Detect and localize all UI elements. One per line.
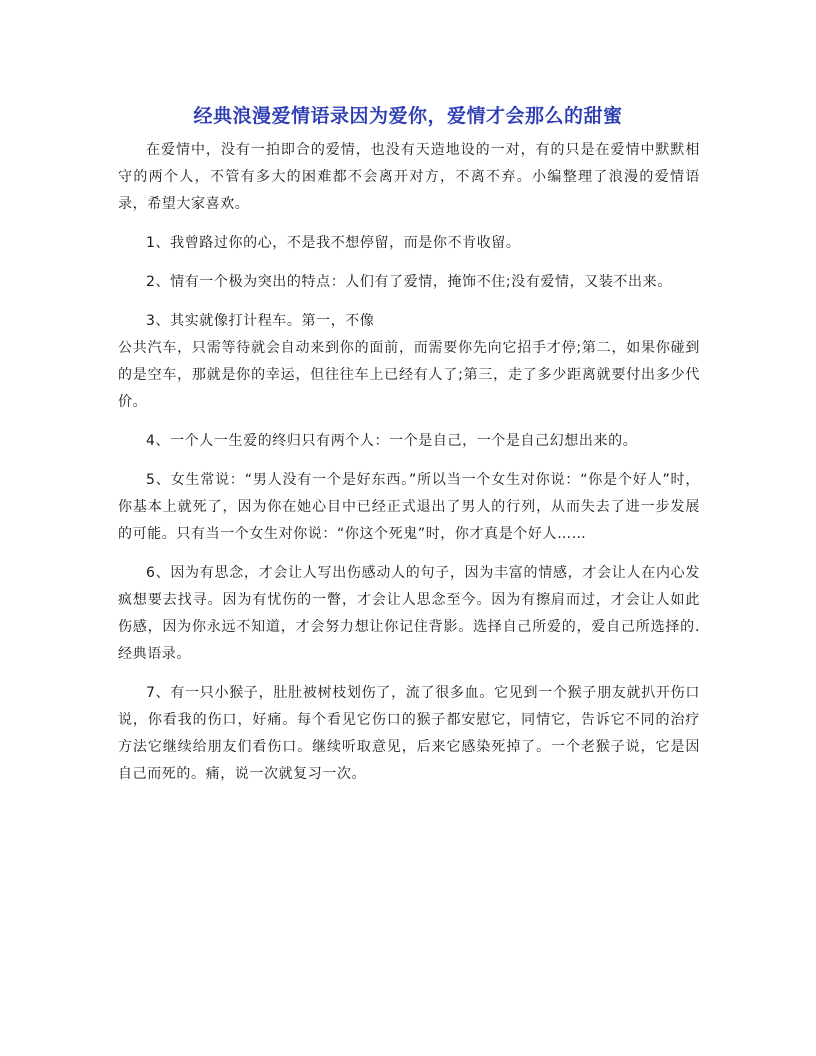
quote-4-paragraph: 4、一个人一生爱的终归只有两个人：一个是自己，一个是自己幻想出来的。 [146,433,638,449]
quote-7-paragraph: 7、有一只小猴子，肚肚被树枝划伤了，流了很多血。它见到一个猴子朋友就扒开伤口说，你看我的伤口，好痛。每个看见它伤口的猴子都安慰它，同情它，告诉它不同的治疗方法它继续给朋友们看伤口。继续听取意见，后来它感染死掉了。一个老猴子说，它是因自己而死的。痛，说一次就复习一次。 [118,685,700,782]
document-body [118,137,700,800]
quote-3-paragraph-start: 3、其实就像打计程车。第一，不像 [146,313,375,329]
quote-3-paragraph-continuation: 公共汽车，只需等待就会自动来到你的面前，而需要你先向它招手才停;第二，如果你碰到的是空车，那就是你的幸运，但往往车上已经有人了;第三，走了多少距离就要付出多少代价。 [118,340,700,410]
quote-5-paragraph: 5、女生常说：“男人没有一个是好东西。”所以当一个女生对你说：“你是个好人”时，你基本上就死了，因为你在她心目中已经正式退出了男人的行列，从而失去了进一步发展的可能。只有当一个女生对你说：“你这个死鬼”时，你才真是个好人…… [118,472,700,542]
quote-1-paragraph: 1、我曾路过你的心，不是我不想停留，而是你不肯收留。 [146,235,521,251]
quote-6-paragraph: 6、因为有思念，才会让人写出伤感动人的句子，因为丰富的情感，才会让人在内心发疯想要去找寻。因为有忧伤的一瞥，才会让人思念至今。因为有擦肩而过，才会让人如此伤感，因为你永远不知道，才会努力想让你记住背影。选择自己所爱的，爱自己所选择的.经典语录。 [118,565,700,662]
document-title: 经典浪漫爱情语录因为爱你，爱情才会那么的甜蜜 [193,105,623,127]
quote-2-paragraph: 2、情有一个极为突出的特点：人们有了爱情，掩饰不住;没有爱情，又装不出来。 [146,274,672,290]
intro-paragraph: 在爱情中，没有一拍即合的爱情，也没有天造地设的一对，有的只是在爱情中默默相守的两个人，不管有多大的困难都不会离开对方，不离不弃。小编整理了浪漫的爱情语录，希望大家喜欢。 [118,142,700,212]
